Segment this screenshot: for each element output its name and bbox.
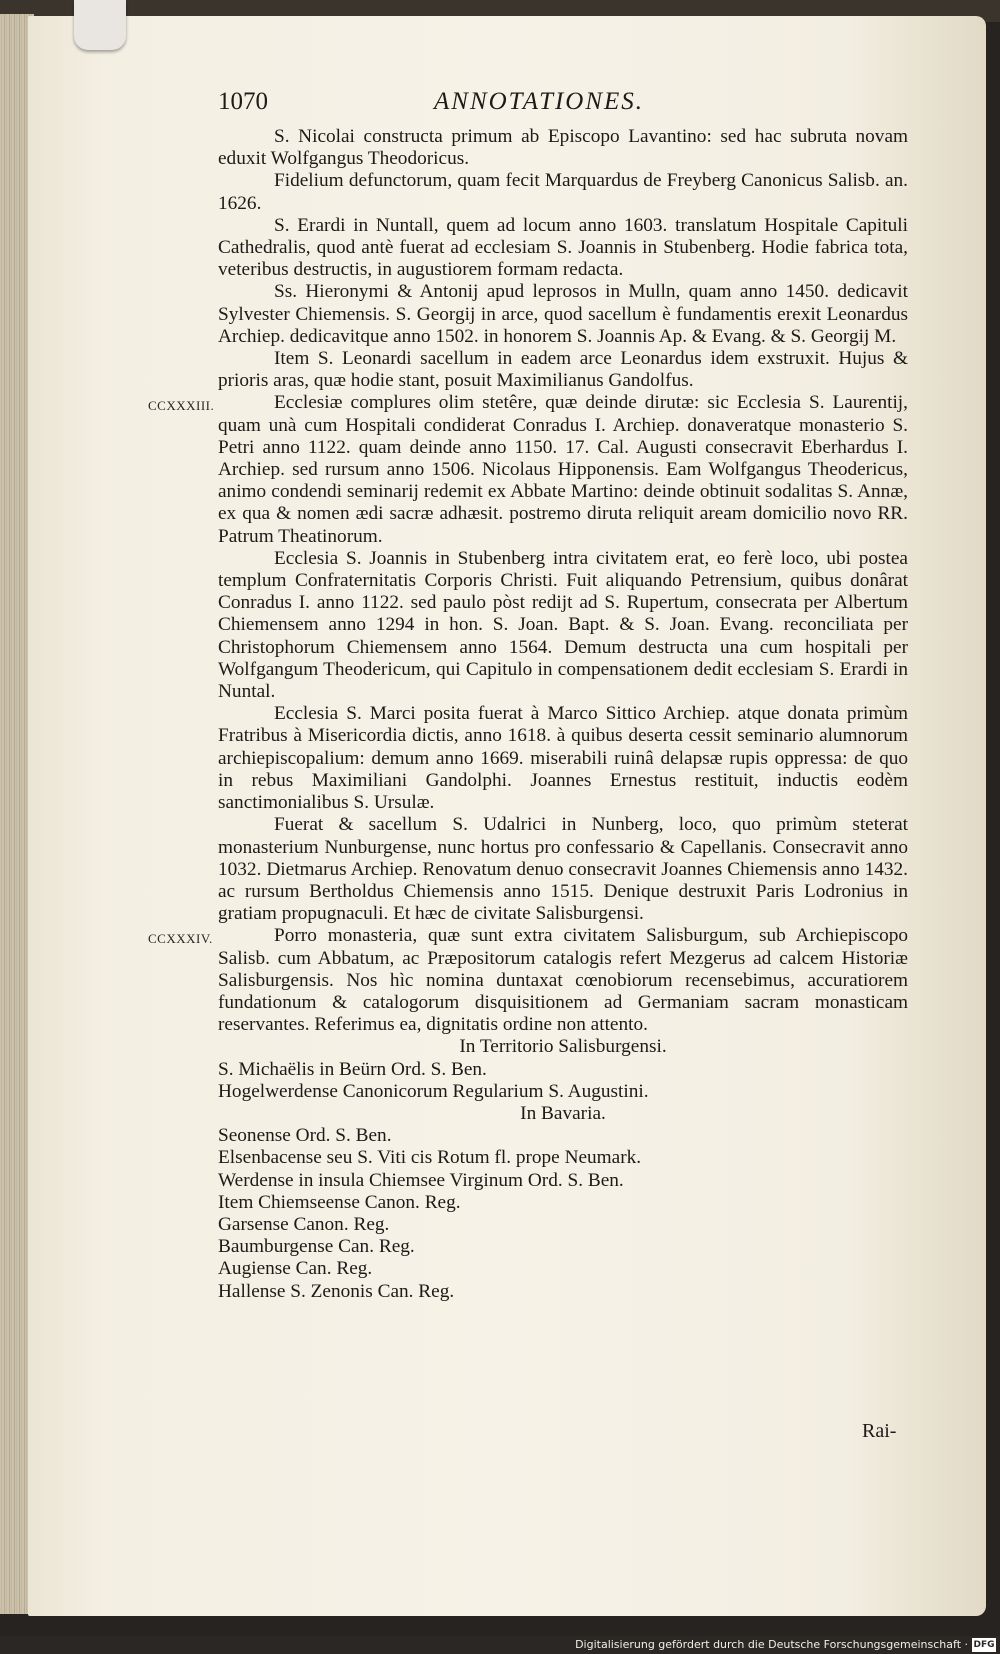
section-heading: In Territorio Salisburgensi. (459, 1036, 667, 1058)
marginal-section-number: CCXXXIV. (148, 931, 213, 947)
list-item: Baumburgense Can. Reg. (218, 1236, 415, 1258)
marginal-section-number: CCXXXIII. (148, 398, 215, 414)
bookmark-ribbon (74, 0, 126, 50)
list-item: S. Michaëlis in Beürn Ord. S. Ben. (218, 1058, 487, 1080)
section-ccxxxiii (148, 392, 908, 547)
paragraph: Item S. Leonardi sacellum in eadem arce Leonardus idem exstruxit. Hujus & prioris aras, quæ hodie stant, posuit Maximilianus Gandolfus. (218, 348, 908, 392)
paragraph: Ecclesiæ complures olim stetêre, quæ deinde dirutæ: sic Ecclesia S. Laurentij, quam unà cum Hospitali condiderat Conradus I. Archiep. donaveratque monasterio S. Petri anno 1122. quam deinde anno 1150. 17. Cal. Augusti consecravit Eberhardus I. Archiep. sed rursum anno 1506. Nicolaus Hipponensis. Eam Wolfgangus Theodericus, animo condendi seminarij redemit ex Abbate Martino: deinde obtinuit sodalitas S. Annæ, ex qua & nomen ædi sacræ adhæsit. postremo diruta reliquit aream domicilio novo RR. Patrum Theatinorum. (218, 392, 908, 547)
list-item: Garsense Canon. Reg. (218, 1213, 390, 1235)
paragraph: S. Erardi in Nuntall, quem ad locum anno 1603. translatum Hospitale Capituli Cathedralis, quod antè fuerat ad ecclesiam S. Joannis in Stubenberg. Hodie fabrica tota, veteribus destructis, in augustiorem formam redacta. (218, 214, 908, 281)
list-item: Hogelwerdense Canonicorum Regularium S. Augustini. (218, 1080, 649, 1102)
monastery-list-salisburg (218, 1059, 908, 1103)
section-ccxxxiv (148, 925, 908, 1036)
section-heading: In Bavaria. (520, 1102, 606, 1124)
list-item: Hallense S. Zenonis Can. Reg. (218, 1280, 455, 1302)
list-item: Elsenbacense seu S. Viti cis Rotum fl. prope Neumark. (218, 1147, 642, 1169)
dfg-logo: DFG (973, 1640, 995, 1650)
monastery-list-bavaria (218, 1125, 908, 1303)
paragraph: Ss. Hieronymi & Antonij apud leprosos in Mulln, quam anno 1450. dedicavit Sylvester Chiemensis. S. Georgij in arce, quod sacellum è fundamentis erexit Leonardus Archiep. dedicavitque anno 1502. in honorem S. Joannis Ap. & Evang. & S. Georgij M. (218, 281, 908, 347)
list-item: Seonense Ord. S. Ben. (218, 1125, 392, 1147)
paragraph: Fuerat & sacellum S. Udalrici in Nunberg, loco, quo primùm steterat monasterium Nunburgense, nunc hortus pro confessario & Capellanis. Consecravit anno 1032. Dietmarus Archiep. Renovatum denuo consecravit Joannes Chiemensis anno 1432. ac rursum Bertholdus Chiemensis anno 1515. Denique destruxit Paris Lodronius in gratiam propugnaculi. Et hæc de civitate Salisburgensi. (218, 814, 908, 925)
list-item: Augiense Can. Reg. (218, 1258, 373, 1280)
list-item: Item Chiemseense Canon. Reg. (218, 1191, 461, 1213)
paragraph: Fidelium defunctorum, quam fecit Marquardus de Freyberg Canonicus Salisb. an. 1626. (218, 170, 908, 214)
paragraph: Ecclesia S. Marci posita fuerat à Marco Sittico Archiep. atque donata primùm Fratribus à Misericordia dictis, anno 1618. à quibus deserta cessit seminario alumnorum archiepiscopalium: demum anno 1669. miserabili ruinâ delapsæ rupis oppressa: de quo in rebus Maximiliani Gandolphi. Joannes Ernestus restituit, inductis eodèm sanctimonialibus S. Ursulæ. (218, 703, 908, 814)
funding-notice: Digitalisierung gefördert durch die Deutsche Forschungsgemeinschaft · (575, 1638, 968, 1651)
paragraph: Porro monasteria, quæ sunt extra civitatem Salisburgum, sub Archiepiscopo Salisb. cum Abbatum, ac Præpositorum catalogis refert Mezgerus ad calcem Historiæ Salisburgensis. Nos hìc nomina duntaxat cœnobiorum recensebimus, accuratiorem fundationum & catalogorum disquisitionem ad Germaniam sacram monasticam reservantes. Referimus ea, dignitatis ordine non attento. (218, 925, 908, 1036)
list-item: Werdense in insula Chiemsee Virginum Ord. S. Ben. (218, 1169, 624, 1191)
paragraph: S. Nicolai constructa primum ab Episcopo Lavantino: sed hac subruta novam eduxit Wolfgangus Theodoricus. (218, 126, 908, 170)
paragraph: Ecclesia S. Joannis in Stubenberg intra civitatem erat, eo ferè loco, ubi postea templum Confraternitatis Corporis Christi. Fuit aliquando Petrensium, quibus donârat Conradus I. anno 1122. sed paulo pòst redijt ad S. Rupertum, consecrata per Albertum Chiemensem anno 1294 in hon. S. Joan. Bapt. & S. Joan. Evang. reconciliata per Christophorum Chiemensem anno 1564. Demum destructa una cum hospitali per Wolfgangum Theodericum, qui Capitulo in compensationem dedit ecclesiam S. Erardi in Nuntal. (218, 547, 908, 703)
footer-bar (0, 1636, 1000, 1654)
body-text (148, 126, 908, 1303)
page-header (218, 88, 908, 124)
running-head: ANNOTATIONES. (434, 88, 645, 115)
catchword: Rai- (862, 1420, 897, 1442)
page-number: 1070 (218, 88, 268, 115)
